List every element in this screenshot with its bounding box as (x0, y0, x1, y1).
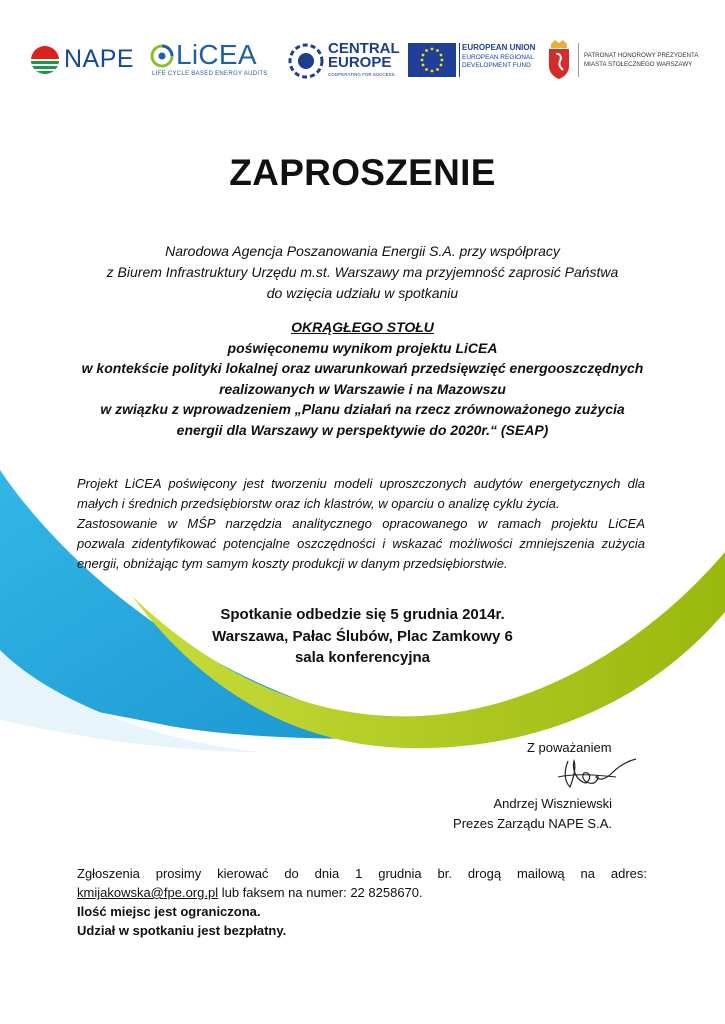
closing-greeting: Z poważaniem (527, 740, 612, 755)
registration-contact (77, 885, 423, 900)
logo-row (28, 38, 698, 84)
central-europe-stars-icon (288, 43, 324, 79)
central-europe-line2: EUROPE (328, 54, 392, 71)
round-table-line: energii dla Warszawy w perspektywie do 2020r.“ (SEAP) (176, 421, 549, 438)
nape-logo (28, 38, 136, 84)
nape-logo-text: NAPE (64, 45, 135, 73)
description-line: energii, obniżając tym samym koszty produkcji w danym przedsiębiorstwie. (77, 556, 508, 571)
description-line: Projekt LiCEA poświęcony jest tworzeniu modeli uproszczonych audytów energetycznych dla (77, 476, 645, 491)
round-table-heading (40, 317, 685, 440)
registration-line: Zgłoszenia prosimy kierować do dnia 1 grudnia br. drogą mailową na adres: (77, 866, 647, 881)
central-europe-logo (286, 38, 401, 84)
description-line: małych i średnich przedsiębiorstw oraz ich klastrów, w oparciu o analizę cyklu życia. (77, 496, 560, 511)
intro-line: z Biurem Infrastruktury Urzędu m.st. Warszawy ma przyjemność zaprosić Państwa (106, 264, 619, 280)
description-line: Zastosowanie w MŚP narzędzia analitycznego opracowanego w ramach projektu LiCEA (77, 516, 645, 531)
signer-name: Andrzej Wiszniewski (493, 796, 612, 811)
seats-limited-note: Ilość miejsc jest ograniczona. (77, 904, 261, 919)
free-participation-note: Udział w spotkaniu jest bezpłatny. (77, 923, 287, 938)
project-description (77, 474, 645, 574)
licea-subtitle: LIFE CYCLE BASED ENERGY AUDITS (152, 71, 268, 77)
warsaw-line2: MIASTA STOŁECZNEGO WARSZAWY (584, 61, 693, 68)
signature-image (556, 755, 638, 793)
eu-line3: DEVELOPMENT FUND (462, 62, 531, 69)
licea-logo (148, 38, 272, 84)
intro-line: Narodowa Agencja Poszanowania Energii S.A. przy współpracy (165, 243, 560, 259)
registration-info (77, 864, 647, 940)
eu-line2: EUROPEAN REGIONAL (462, 54, 534, 61)
signer-block (420, 794, 612, 834)
nape-emblem-icon (31, 46, 59, 74)
meeting-details (0, 604, 725, 669)
fax-text: lub faksem na numer: 22 8258670. (218, 885, 423, 900)
central-europe-tagline: COOPERATING FOR SUCCESS. (328, 72, 396, 77)
licea-logo-text: LiCEA (176, 39, 257, 70)
intro-paragraph (60, 241, 665, 304)
meeting-date: Spotkanie odbedzie się 5 grudnia 2014r. (220, 606, 505, 623)
eu-line1: EUROPEAN UNION (462, 43, 536, 52)
eu-flag-icon (408, 43, 456, 77)
warsaw-line1: PATRONAT HONOROWY PREZYDENTA (584, 52, 699, 59)
eu-erdf-logo (406, 38, 542, 84)
warsaw-patronage-logo (544, 38, 698, 84)
page-title: ZAPROSZENIE (229, 152, 496, 193)
warsaw-crest-icon (546, 40, 572, 80)
round-table-line: poświęconemu wynikom projektu LiCEA (227, 339, 498, 356)
meeting-room: sala konferencyjna (294, 649, 431, 666)
round-table-line: w związku z wprowadzeniem „Planu działań na rzecz zrównoważonego zużycia (100, 401, 625, 417)
licea-recycle-icon (150, 44, 174, 68)
central-europe-line1: CENTRAL (328, 40, 400, 57)
email-link[interactable]: kmijakowska@fpe.org.pl (77, 885, 219, 900)
round-table-line: w kontekście polityki lokalnej oraz uwarunkowań przedsięwzięć energooszczędnych (81, 360, 644, 376)
meeting-place: Warszawa, Pałac Ślubów, Plac Zamkowy 6 (212, 627, 513, 645)
description-line: pozwala zidentyfikować potencjalne oszczędności i wskazać możliwości zmniejszenia zużycia (77, 536, 645, 551)
signer-role: Prezes Zarządu NAPE S.A. (453, 816, 612, 831)
round-table-line: realizowanych w Warszawie i na Mazowszu (219, 380, 506, 397)
intro-line: do wzięcia udziału w spotkaniu (266, 285, 459, 301)
round-table-title: OKRĄGŁEGO STOŁU (291, 319, 434, 335)
